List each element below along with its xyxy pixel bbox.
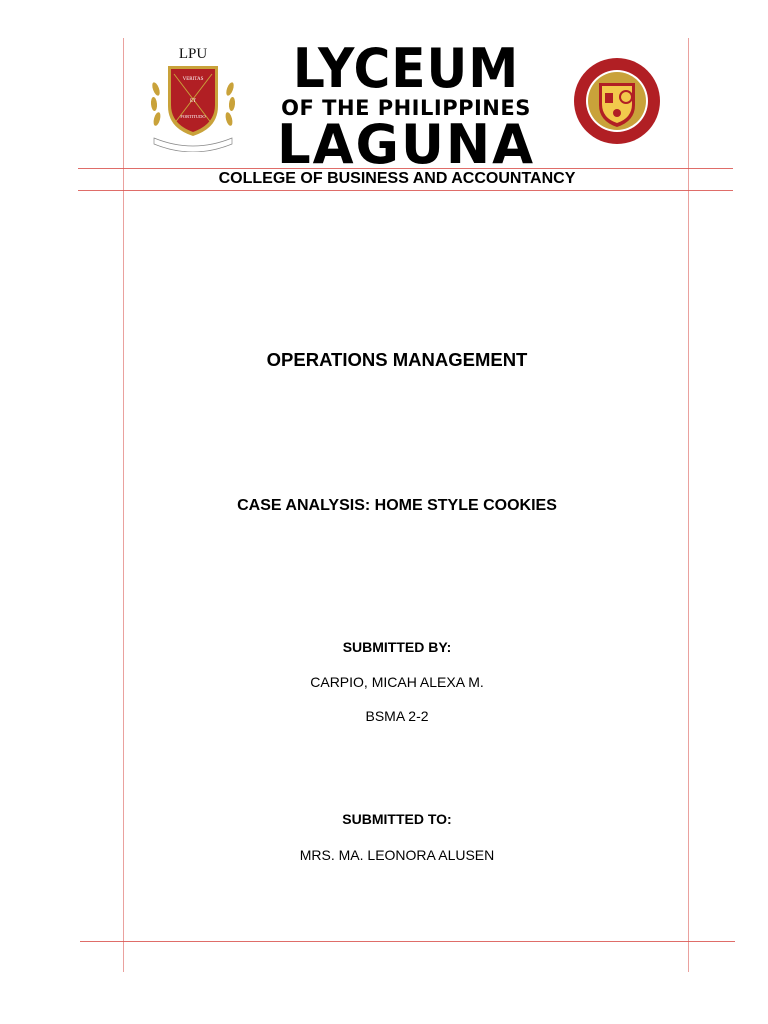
- cba-seal-logo: [573, 57, 661, 145]
- wordmark-line-lyceum: LYCEUM: [292, 37, 520, 100]
- svg-text:VERITAS: VERITAS: [182, 77, 204, 82]
- instructor-name: MRS. MA. LEONORA ALUSEN: [299, 847, 495, 863]
- lpu-crest-text: LPU: [178, 46, 208, 62]
- institution-wordmark: [262, 37, 550, 176]
- course-title: OPERATIONS MANAGEMENT: [266, 349, 528, 370]
- lpu-crest-logo: [148, 44, 238, 152]
- svg-text:FORTITUDO: FORTITUDO: [180, 114, 206, 119]
- svg-text:ET: ET: [189, 99, 197, 104]
- college-name: COLLEGE OF BUSINESS AND ACCOUNTANCY: [218, 170, 576, 187]
- wordmark-line-laguna: LAGUNA: [276, 113, 536, 176]
- submitted-to-label: SUBMITTED TO:: [342, 811, 452, 827]
- student-section: BSMA 2-2: [365, 708, 429, 724]
- student-name: CARPIO, MICAH ALEXA M.: [310, 674, 484, 690]
- footer-guide: [80, 941, 735, 942]
- submitted-by-label: SUBMITTED BY:: [342, 639, 452, 655]
- wordmark-line-philippines: OF THE PHILIPPINES: [281, 96, 531, 120]
- header-guide-bottom: [78, 190, 733, 191]
- case-title: CASE ANALYSIS: HOME STYLE COOKIES: [237, 497, 557, 514]
